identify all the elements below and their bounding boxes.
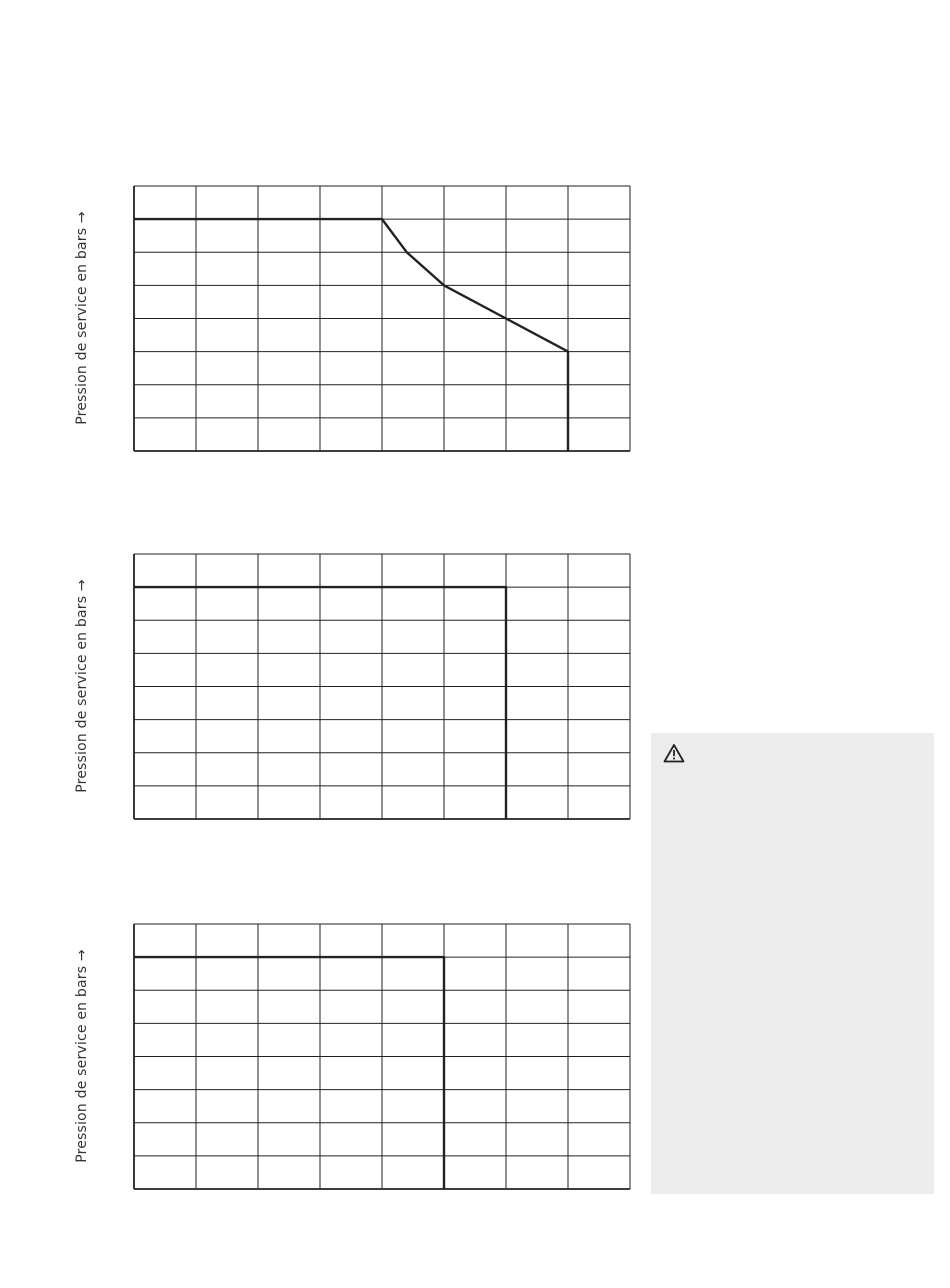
y-axis-label: Pression de service en bars → [74, 949, 90, 1163]
chart-1-plot [0, 180, 640, 460]
chart-3 [0, 918, 640, 1198]
chart-1 [0, 180, 640, 460]
series-line [134, 219, 568, 451]
chart-2 [0, 548, 640, 828]
warning-triangle-icon [663, 743, 685, 763]
series-line [134, 957, 444, 1189]
chart-2-plot [0, 548, 640, 828]
chart-3-plot [0, 918, 640, 1198]
y-axis-label: Pression de service en bars → [74, 211, 90, 425]
y-axis-label: Pression de service en bars → [74, 579, 90, 793]
warning-box [651, 733, 934, 1194]
